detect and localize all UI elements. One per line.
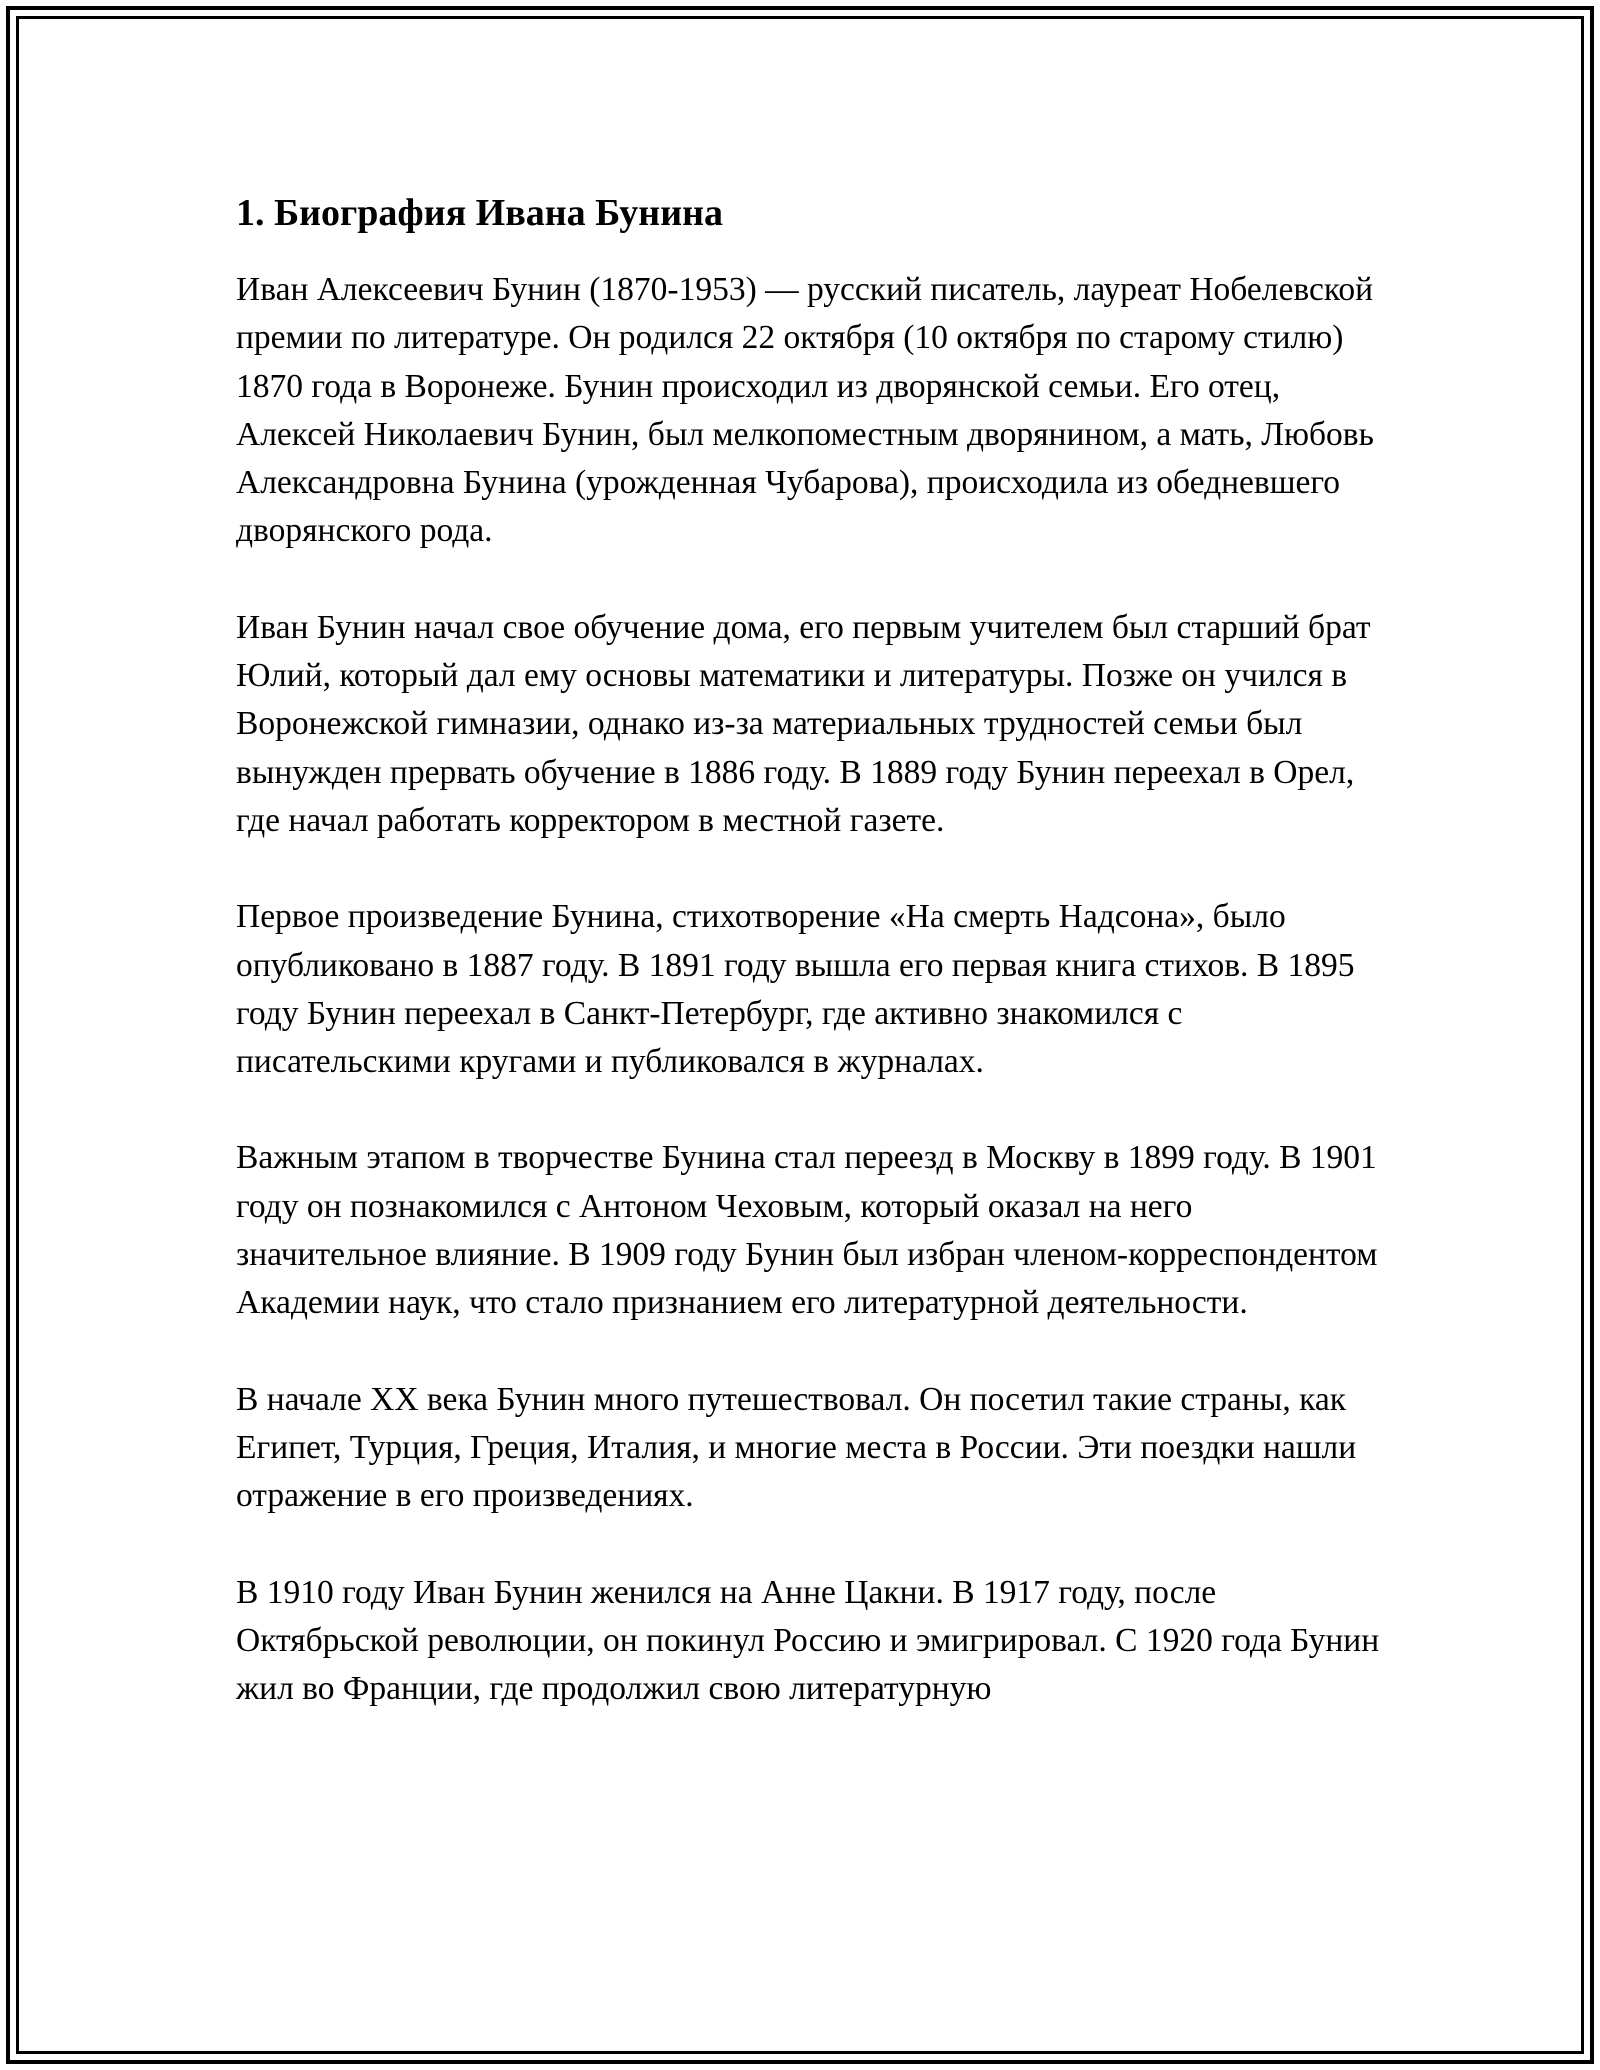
paragraph-travels: В начале XX века Бунин много путешествовал. Он посетил такие страны, как Египет, Турция, Греция, Италия, и многие места в России. Эти поездки нашли отражение в его произведениях. bbox=[236, 1380, 1357, 1515]
paragraph-emigration: В 1910 году Иван Бунин женился на Анне Цакни. В 1917 году, после Октябрьской революции, он покинул Россию и эмигрировал. С 1920 года Бунин жил во Франции, где продолжил свою литературную bbox=[236, 1573, 1380, 1708]
document-body bbox=[236, 186, 1386, 1761]
paragraph-first-works: Первое произведение Бунина, стихотворение «На смерть Надсона», было опубликовано в 1887 году. В 1891 году вышла его первая книга стихов. В 1895 году Бунин переехал в Санкт-Петербург, где активно знакомился с писательскими кругами и публиковался в журналах. bbox=[236, 898, 1355, 1081]
paragraph-education: Иван Бунин начал свое обучение дома, его первым учителем был старший брат Юлий, который дал ему основы математики и литературы. Позже он учился в Воронежской гимназии, однако из-за материальных трудностей семьи был вынужден прервать обучение в 1886 году. В 1889 году Бунин переехал в Орел, где начал работать корректором в местной газете. bbox=[236, 608, 1371, 839]
paragraph-moscow: Важным этапом в творчестве Бунина стал переезд в Москву в 1899 году. В 1901 году он познакомился с Антоном Чеховым, который оказал на него значительное влияние. В 1909 году Бунин был избран членом-корреспондентом Академии наук, что стало признанием его литературной деятельности. bbox=[236, 1139, 1378, 1322]
section-heading: 1. Биография Ивана Бунина bbox=[236, 192, 723, 234]
paragraph-birth: Иван Алексеевич Бунин (1870-1953) — русский писатель, лауреат Нобелевской премии по литературе. Он родился 22 октября (10 октября по старому стилю) 1870 года в Воронеже. Бунин происходил из дворянской семьи. Его отец, Алексей Николаевич Бунин, был мелкопоместным дворянином, а мать, Любовь Александровна Бунина (урожденная Чубарова), происходила из обедневшего дворянского рода. bbox=[236, 271, 1374, 550]
